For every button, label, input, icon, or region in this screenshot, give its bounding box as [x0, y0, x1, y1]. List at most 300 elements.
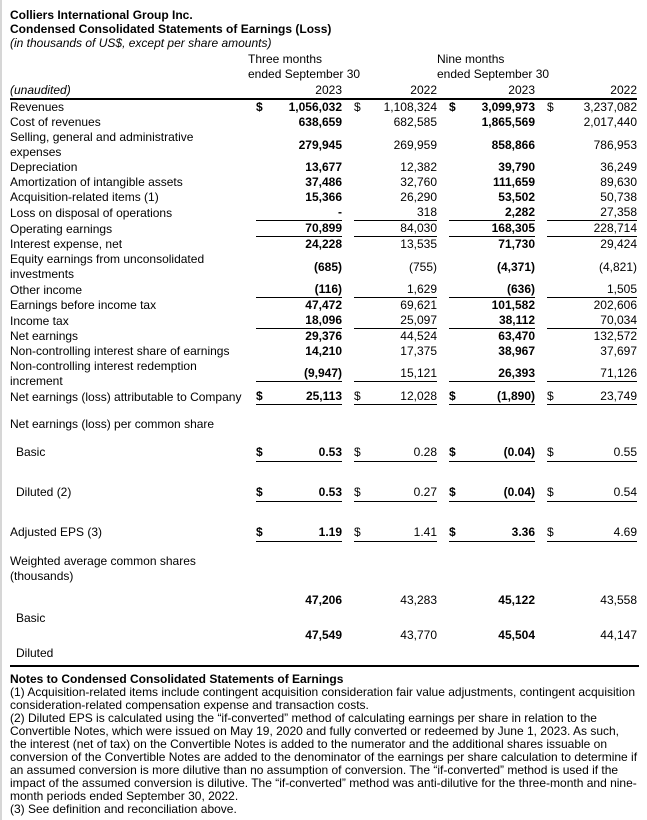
value-cell: [437, 344, 535, 359]
period-header-row: [10, 52, 637, 82]
cell-value: [354, 329, 437, 344]
value-cell: [535, 175, 637, 190]
value-cell: [342, 130, 437, 160]
cell-value: [256, 628, 342, 643]
cell-value: [449, 190, 535, 205]
value-cell: [437, 518, 535, 542]
amount: 43,283: [400, 593, 437, 607]
notes-section: [10, 665, 639, 816]
value-cell: [248, 329, 342, 344]
table-row: [10, 478, 637, 502]
cell-value: [547, 628, 637, 643]
currency-symbol: $: [449, 445, 456, 459]
cell-value: [547, 282, 637, 298]
amount: 23,749: [600, 389, 637, 403]
cell-value: [256, 205, 342, 221]
cell-value: [354, 115, 437, 130]
cell-value: [256, 221, 342, 237]
cell-value: [354, 221, 437, 237]
row-label: Amortization of intangible assets: [10, 175, 183, 189]
amount: 168,305: [491, 221, 535, 235]
cell-value: [547, 175, 637, 190]
amount: 1.41: [413, 525, 437, 539]
cell-value: [256, 344, 342, 359]
cell-value: [449, 160, 535, 175]
cell-value: [547, 313, 637, 329]
value-cell: [342, 359, 437, 389]
cell-value: [256, 298, 342, 313]
value-cell: [342, 592, 437, 627]
currency-symbol: $: [449, 485, 456, 499]
period-subtitle: ended September 30: [437, 67, 550, 81]
amount: -: [338, 205, 342, 219]
amount: 29,376: [305, 329, 342, 343]
value-cell: [248, 313, 342, 329]
cell-value: [354, 190, 437, 205]
spacer-cell: [10, 502, 637, 518]
year-header: 2023: [437, 82, 535, 99]
currency-symbol: $: [256, 389, 263, 403]
amount: 228,714: [593, 221, 637, 235]
cell-value: [256, 485, 342, 502]
cell-value: [256, 593, 342, 608]
currency-symbol: $: [547, 485, 554, 499]
amount: 682,585: [393, 115, 437, 129]
value-cell: [248, 359, 342, 389]
cell-value: [449, 138, 535, 153]
row-label: Acquisition-related items (1): [10, 190, 159, 204]
amount: 38,967: [498, 344, 535, 358]
amount: 15,366: [305, 190, 342, 204]
table-row: [10, 115, 637, 130]
value-cell: [437, 237, 535, 252]
amount: 111,659: [492, 175, 535, 189]
value-cell: [342, 282, 437, 298]
amount: 1,629: [406, 282, 437, 296]
amount: 0.55: [613, 445, 637, 459]
cell-value: [547, 100, 637, 115]
cell-value: [449, 260, 535, 275]
spacer-cell: [10, 584, 637, 592]
table-row: [10, 205, 637, 221]
empty-cell: [248, 417, 637, 432]
period-subtitle: ended September 30: [248, 67, 361, 81]
currency-symbol: $: [547, 525, 554, 539]
amount: 24,228: [305, 237, 342, 251]
amount: 29,424: [600, 237, 637, 251]
table-row: [10, 130, 637, 160]
table-row: [10, 389, 637, 405]
amount: 269,959: [393, 137, 437, 152]
amount: (0.04): [503, 445, 535, 459]
statement-title: Condensed Consolidated Statements of Earnings (Loss): [10, 22, 332, 36]
value-cell: [342, 252, 437, 282]
amount: 4.69: [613, 525, 637, 539]
amount: 2,017,440: [583, 115, 637, 129]
period-title: Nine months: [437, 52, 505, 66]
cell-value: [547, 221, 637, 237]
value-cell: [342, 221, 437, 237]
currency-symbol: $: [354, 100, 361, 114]
note-item-1: (1) Acquisition-related items include contingent acquisition consideration fair value adjustments, contingent acquisition consideration-related compensation expense and transaction costs.: [10, 685, 636, 712]
document-header: [10, 8, 637, 50]
section-heading-row: [10, 417, 637, 432]
value-cell: [535, 190, 637, 205]
currency-symbol: $: [354, 525, 361, 539]
cell-value: [547, 485, 637, 502]
amount: 45,504: [498, 628, 535, 642]
period-header-spacer: [10, 52, 248, 82]
cell-value: [256, 525, 342, 542]
amount: (116): [314, 282, 342, 296]
currency-symbol: $: [449, 100, 456, 114]
value-cell: [437, 359, 535, 389]
row-label: Adjusted EPS (3): [10, 525, 103, 539]
amount: (685): [313, 259, 342, 274]
row-label: Diluted (2): [16, 485, 72, 499]
table-row: [10, 190, 637, 205]
amount: 71,730: [498, 237, 535, 251]
row-label: Diluted: [16, 646, 54, 660]
value-cell: [535, 205, 637, 221]
cell-value: [449, 205, 535, 221]
value-cell: [437, 298, 535, 313]
table-row: [10, 518, 637, 542]
amount: 89,630: [600, 175, 637, 189]
value-cell: [437, 221, 535, 237]
cell-value: [256, 175, 342, 190]
row-label: Selling, general and administrative expenses: [10, 130, 194, 159]
amount: 50,738: [600, 190, 637, 204]
amount: 25,097: [400, 313, 437, 327]
amount: 13,535: [400, 237, 437, 251]
table-row: [10, 313, 637, 329]
currency-symbol: $: [547, 389, 554, 403]
company-name: Colliers International Group Inc.: [10, 8, 193, 22]
cell-value: [354, 485, 437, 502]
value-cell: [437, 438, 535, 462]
row-label: Cost of revenues: [10, 115, 101, 129]
amount: 318: [416, 205, 437, 219]
table-row: [10, 175, 637, 190]
amount: 47,549: [305, 628, 342, 642]
currency-symbol: $: [449, 389, 456, 403]
value-cell: [535, 627, 637, 662]
value-cell: [437, 190, 535, 205]
value-cell: [342, 389, 437, 405]
amount: 858,866: [491, 137, 535, 152]
value-cell: [248, 592, 342, 627]
amount: (0.04): [503, 485, 535, 499]
value-cell: [342, 438, 437, 462]
value-cell: [342, 329, 437, 344]
value-cell: [535, 282, 637, 298]
amount: 0.54: [613, 485, 637, 499]
table-row: [10, 282, 637, 298]
row-label: Earnings before income tax: [10, 298, 157, 312]
cell-value: [449, 445, 535, 462]
value-cell: [535, 237, 637, 252]
value-cell: [535, 344, 637, 359]
value-cell: [342, 160, 437, 175]
value-cell: [248, 344, 342, 359]
value-cell: [437, 592, 535, 627]
cell-value: [449, 329, 535, 344]
value-cell: [535, 518, 637, 542]
cell-value: [449, 525, 535, 542]
row-label: Basic: [16, 611, 46, 625]
value-cell: [248, 282, 342, 298]
row-label: Loss on disposal of operations: [10, 205, 173, 220]
table-row: [10, 344, 637, 359]
currency-symbol: $: [354, 485, 361, 499]
amount: 26,290: [400, 190, 437, 204]
value-cell: [342, 205, 437, 221]
empty-cell: [248, 554, 637, 584]
row-label: Other income: [10, 282, 83, 297]
amount: 786,953: [593, 137, 637, 152]
spacer-row: [10, 584, 637, 592]
section-heading: Weighted average common shares (thousands): [10, 554, 196, 583]
cell-value: [256, 160, 342, 175]
currency-symbol: $: [354, 445, 361, 459]
amount: 279,945: [298, 137, 342, 152]
table-row: [10, 298, 637, 313]
row-label: Net earnings (loss) attributable to Company: [10, 389, 242, 404]
cell-value: [354, 593, 437, 608]
notes-heading: Notes to Condensed Consolidated Statements of Earnings: [10, 672, 344, 686]
year-header: 2023: [248, 82, 342, 99]
statement-subtitle: (in thousands of US$, except per share amounts): [10, 36, 272, 50]
amount: 0.53: [318, 445, 342, 459]
value-cell: [437, 478, 535, 502]
value-cell: [342, 190, 437, 205]
cell-value: [354, 389, 437, 405]
cell-value: [256, 313, 342, 329]
section-heading: Net earnings (loss) per common share: [10, 417, 215, 431]
row-label: Net earnings: [10, 329, 79, 343]
value-cell: [248, 205, 342, 221]
amount: 84,030: [400, 221, 437, 235]
cell-value: [256, 138, 342, 153]
amount: 26,393: [498, 366, 535, 380]
earnings-table-body: [10, 99, 637, 662]
note-item-3: (3) See definition and reconciliation above.: [10, 802, 237, 816]
year-header: 2022: [342, 82, 437, 99]
value-cell: [535, 99, 637, 115]
amount: 44,147: [600, 628, 637, 642]
amount: 12,382: [400, 160, 437, 174]
cell-value: [449, 485, 535, 502]
amount: 202,606: [593, 298, 637, 312]
amount: 0.28: [413, 445, 437, 459]
value-cell: [248, 438, 342, 462]
cell-value: [547, 525, 637, 542]
cell-value: [354, 366, 437, 382]
note-item-2: (2) Diluted EPS is calculated using the “if-converted” method of calculating earnings per share in relation to the Convertible Notes, which were issued on May 19, 2020 and fully converted or redeemed by June 1, 2023. As such, the interest (net of tax) on the Convertible Notes is added to the numerator and the additional shares issuable on conversion of the Convertible Notes are added to the denominator of the earnings per share calculation to determine if an assumed conversion is more dilutive than no assumption of conversion. The “if-converted” method is used if the impact of the assumed conversion is dilutive. The “if-converted” method was anti-dilutive for the three-month and nine-month periods ended September 30, 2022.: [10, 711, 638, 803]
value-cell: [342, 99, 437, 115]
amount: 1,056,032: [288, 100, 342, 114]
cell-value: [547, 160, 637, 175]
value-cell: [248, 627, 342, 662]
table-row: [10, 627, 637, 662]
cell-value: [256, 115, 342, 130]
amount: (636): [506, 282, 535, 296]
value-cell: [248, 115, 342, 130]
spacer-cell: [10, 462, 637, 478]
amount: 101,582: [491, 298, 535, 312]
table-row: [10, 438, 637, 462]
amount: 15,121: [400, 366, 437, 380]
value-cell: [535, 359, 637, 389]
cell-value: [449, 100, 535, 115]
period-title: Three months: [248, 52, 323, 66]
row-label: Interest expense, net: [10, 237, 123, 251]
value-cell: [342, 344, 437, 359]
currency-symbol: $: [256, 525, 263, 539]
cell-value: [547, 260, 637, 275]
cell-value: [449, 221, 535, 237]
cell-value: [547, 329, 637, 344]
cell-value: [256, 190, 342, 205]
value-cell: [535, 221, 637, 237]
amount: 71,126: [600, 366, 637, 380]
amount: 69,621: [400, 298, 437, 312]
spacer-cell: [10, 405, 637, 417]
currency-symbol: $: [449, 525, 456, 539]
cell-value: [354, 298, 437, 313]
table-row: [10, 99, 637, 115]
amount: 47,206: [305, 593, 342, 607]
cell-value: [354, 282, 437, 298]
amount: 1,505: [606, 282, 637, 296]
cell-value: [354, 445, 437, 462]
value-cell: [342, 298, 437, 313]
spacer-row: [10, 405, 637, 417]
value-cell: [248, 389, 342, 405]
amount: 14,210: [305, 344, 342, 358]
amount: 70,899: [305, 221, 342, 235]
currency-symbol: $: [256, 445, 263, 459]
cell-value: [547, 237, 637, 252]
amount: 39,790: [498, 160, 535, 174]
amount: 37,486: [305, 175, 342, 189]
table-row: [10, 221, 637, 237]
cell-value: [449, 593, 535, 608]
value-cell: [535, 160, 637, 175]
value-cell: [342, 237, 437, 252]
value-cell: [248, 478, 342, 502]
value-cell: [437, 160, 535, 175]
amount: 36,249: [600, 160, 637, 174]
value-cell: [437, 329, 535, 344]
cell-value: [354, 138, 437, 153]
value-cell: [248, 221, 342, 237]
table-row: [10, 252, 637, 282]
unaudited-label: (unaudited): [10, 82, 248, 99]
value-cell: [342, 115, 437, 130]
cell-value: [256, 445, 342, 462]
cell-value: [256, 282, 342, 298]
amount: (1,890): [496, 389, 535, 403]
amount: 70,034: [600, 313, 637, 327]
cell-value: [354, 205, 437, 221]
amount: 12,028: [400, 389, 437, 403]
row-label: Revenues: [10, 100, 65, 114]
spacer-row: [10, 542, 637, 554]
amount: 638,659: [298, 115, 342, 129]
year-header-row: [10, 82, 637, 99]
cell-value: [354, 344, 437, 359]
amount: 3,099,973: [481, 100, 535, 114]
value-cell: [342, 518, 437, 542]
value-cell: [535, 313, 637, 329]
cell-value: [547, 115, 637, 130]
cell-value: [354, 260, 437, 275]
table-row: [10, 359, 637, 389]
value-cell: [535, 478, 637, 502]
value-cell: [437, 627, 535, 662]
row-label: Equity earnings from unconsolidated investments: [10, 252, 205, 281]
value-cell: [248, 175, 342, 190]
cell-value: [449, 344, 535, 359]
cell-value: [449, 237, 535, 252]
cell-value: [354, 237, 437, 252]
amount: 13,677: [305, 160, 342, 174]
table-row: [10, 160, 637, 175]
amount: 47,472: [305, 298, 342, 312]
cell-value: [449, 389, 535, 405]
spacer-row: [10, 502, 637, 518]
cell-value: [354, 160, 437, 175]
value-cell: [342, 627, 437, 662]
table-row: [10, 592, 637, 627]
value-cell: [248, 160, 342, 175]
amount: 43,770: [400, 628, 437, 642]
cell-value: [449, 282, 535, 298]
value-cell: [535, 130, 637, 160]
amount: 32,760: [400, 175, 437, 189]
value-cell: [248, 130, 342, 160]
amount: 44,524: [400, 329, 437, 343]
cell-value: [449, 175, 535, 190]
amount: (4,371): [496, 259, 535, 274]
amount: 0.53: [318, 485, 342, 499]
currency-symbol: $: [354, 389, 361, 403]
amount: 27,358: [600, 205, 637, 219]
value-cell: [535, 298, 637, 313]
cell-value: [354, 313, 437, 329]
spacer-cell: [10, 542, 637, 554]
amount: 37,697: [600, 344, 637, 358]
row-label: Basic: [16, 445, 46, 459]
amount: 25,113: [305, 389, 342, 403]
cell-value: [354, 100, 437, 115]
cell-value: [547, 593, 637, 608]
value-cell: [248, 190, 342, 205]
value-cell: [342, 313, 437, 329]
amount: 3,237,082: [583, 100, 637, 114]
value-cell: [248, 237, 342, 252]
row-label: Non-controlling interest share of earnings: [10, 344, 230, 358]
value-cell: [437, 130, 535, 160]
cell-value: [449, 298, 535, 313]
amount: 45,122: [498, 593, 535, 607]
cell-value: [354, 175, 437, 190]
value-cell: [535, 438, 637, 462]
cell-value: [449, 115, 535, 130]
value-cell: [535, 329, 637, 344]
